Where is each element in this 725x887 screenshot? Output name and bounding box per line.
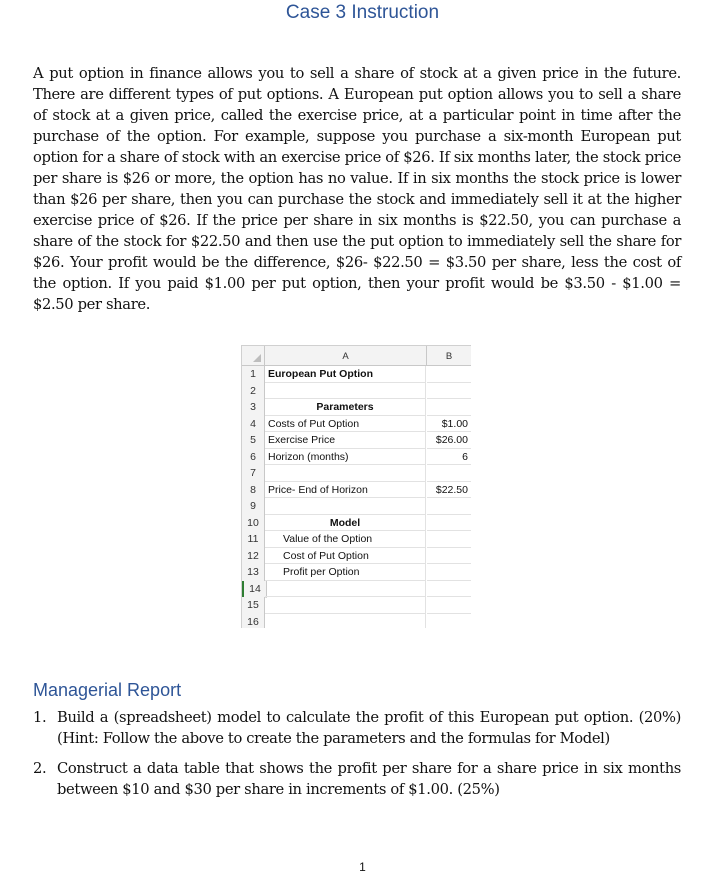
column-header-bar xyxy=(242,346,471,366)
sheet-row xyxy=(242,581,471,598)
row-number: 5 xyxy=(242,432,265,450)
sheet-row xyxy=(242,498,471,515)
cell-a: Price- End of Horizon xyxy=(265,482,426,499)
row-number: 12 xyxy=(242,548,265,566)
cell-a xyxy=(265,614,426,629)
cell-b xyxy=(427,465,471,482)
row-number: 4 xyxy=(242,416,265,434)
cell-b xyxy=(427,581,471,598)
cell-a: Exercise Price xyxy=(265,432,426,449)
cell-b xyxy=(427,515,471,532)
report-heading: Managerial Report xyxy=(33,680,182,700)
cell-b: 6 xyxy=(427,449,471,466)
cell-b: $1.00 xyxy=(427,416,471,433)
report-list xyxy=(33,707,681,800)
row-number: 13 xyxy=(242,564,265,582)
page-number: 1 xyxy=(359,860,366,874)
row-number: 1 xyxy=(242,366,265,384)
row-number: 9 xyxy=(242,498,265,516)
sheet-row xyxy=(242,482,471,499)
sheet-row xyxy=(242,531,471,548)
sheet-row xyxy=(242,416,471,433)
row-number: 7 xyxy=(242,465,265,483)
sheet-row xyxy=(242,366,471,383)
sheet-row xyxy=(242,614,471,629)
list-text: Build a (spreadsheet) model to calculate the profit of this European put option. (20%) (Hint: Follow the above to create the parameters and the formulas for Model) xyxy=(57,709,681,747)
sheet-row xyxy=(242,399,471,416)
sheet-row xyxy=(242,449,471,466)
cell-a xyxy=(265,383,426,400)
cell-a: Parameters xyxy=(265,399,426,416)
cell-a: Horizon (months) xyxy=(265,449,426,466)
row-number: 2 xyxy=(242,383,265,401)
sheet-row xyxy=(242,597,471,614)
cell-a: Value of the Option xyxy=(265,531,426,548)
row-number: 14 xyxy=(242,581,267,599)
cell-a xyxy=(265,581,426,598)
cell-b xyxy=(427,399,471,416)
row-number: 15 xyxy=(242,597,265,615)
list-item xyxy=(33,758,681,800)
row-number: 11 xyxy=(242,531,265,549)
sheet-row xyxy=(242,432,471,449)
cell-a: Cost of Put Option xyxy=(265,548,426,565)
sheet-row xyxy=(242,548,471,565)
column-header-a: A xyxy=(265,346,427,365)
row-number: 16 xyxy=(242,614,265,629)
cell-b: $22.50 xyxy=(427,482,471,499)
cell-a xyxy=(265,465,426,482)
sheet-row xyxy=(242,515,471,532)
sheet-row xyxy=(242,564,471,581)
cell-b xyxy=(427,597,471,614)
row-number: 8 xyxy=(242,482,265,500)
row-number: 6 xyxy=(242,449,265,467)
cell-a xyxy=(265,597,426,614)
cell-b xyxy=(427,614,471,629)
cell-a: Costs of Put Option xyxy=(265,416,426,433)
row-number: 3 xyxy=(242,399,265,417)
cell-a: Model xyxy=(265,515,426,532)
list-item xyxy=(33,707,681,749)
cell-b xyxy=(427,531,471,548)
list-number: 1. xyxy=(33,709,47,726)
sheet-row xyxy=(242,465,471,482)
row-number: 10 xyxy=(242,515,265,533)
intro-paragraph: A put option in finance allows you to sell a share of stock at a given price in the future. There are different types of put options. A European put option allows you to sell a share of stock at a given price, called the exercise price, at a particular point in time after the purchase of the option. For example, suppose you purchase a six-month European put option for a share of stock with an exercise price of $26. If six months later, the stock price per share is $26 or more, the option has no value. If in six months the stock price is lower than $26 per share, then you can purchase the stock and immediately sell it at the higher exercise price of $26. If the price per share in six months is $22.50, you can purchase a share of the stock for $22.50 and then use the put option to immediately sell the share for $26. Your profit would be the difference, $26- $22.50 = $3.50 per share, less the cost of the option. If you paid $1.00 per put option, then your profit would be $3.50 - $1.00 = $2.50 per share. xyxy=(33,65,681,313)
cell-b xyxy=(427,564,471,581)
select-all-corner-icon xyxy=(242,346,265,365)
cell-a: European Put Option xyxy=(265,366,426,383)
list-number: 2. xyxy=(33,760,47,777)
cell-b xyxy=(427,498,471,515)
list-text: Construct a data table that shows the profit per share for a share price in six months between $10 and $30 per share in increments of $1.00. (25%) xyxy=(57,760,681,798)
sheet-row xyxy=(242,383,471,400)
cell-b xyxy=(427,383,471,400)
cell-b xyxy=(427,366,471,383)
column-header-b: B xyxy=(445,351,453,362)
cell-a xyxy=(265,498,426,515)
cell-a: Profit per Option xyxy=(265,564,426,581)
page-title: Case 3 Instruction xyxy=(285,2,440,23)
spreadsheet-image xyxy=(241,345,471,628)
cell-b xyxy=(427,548,471,565)
cell-b: $26.00 xyxy=(427,432,471,449)
